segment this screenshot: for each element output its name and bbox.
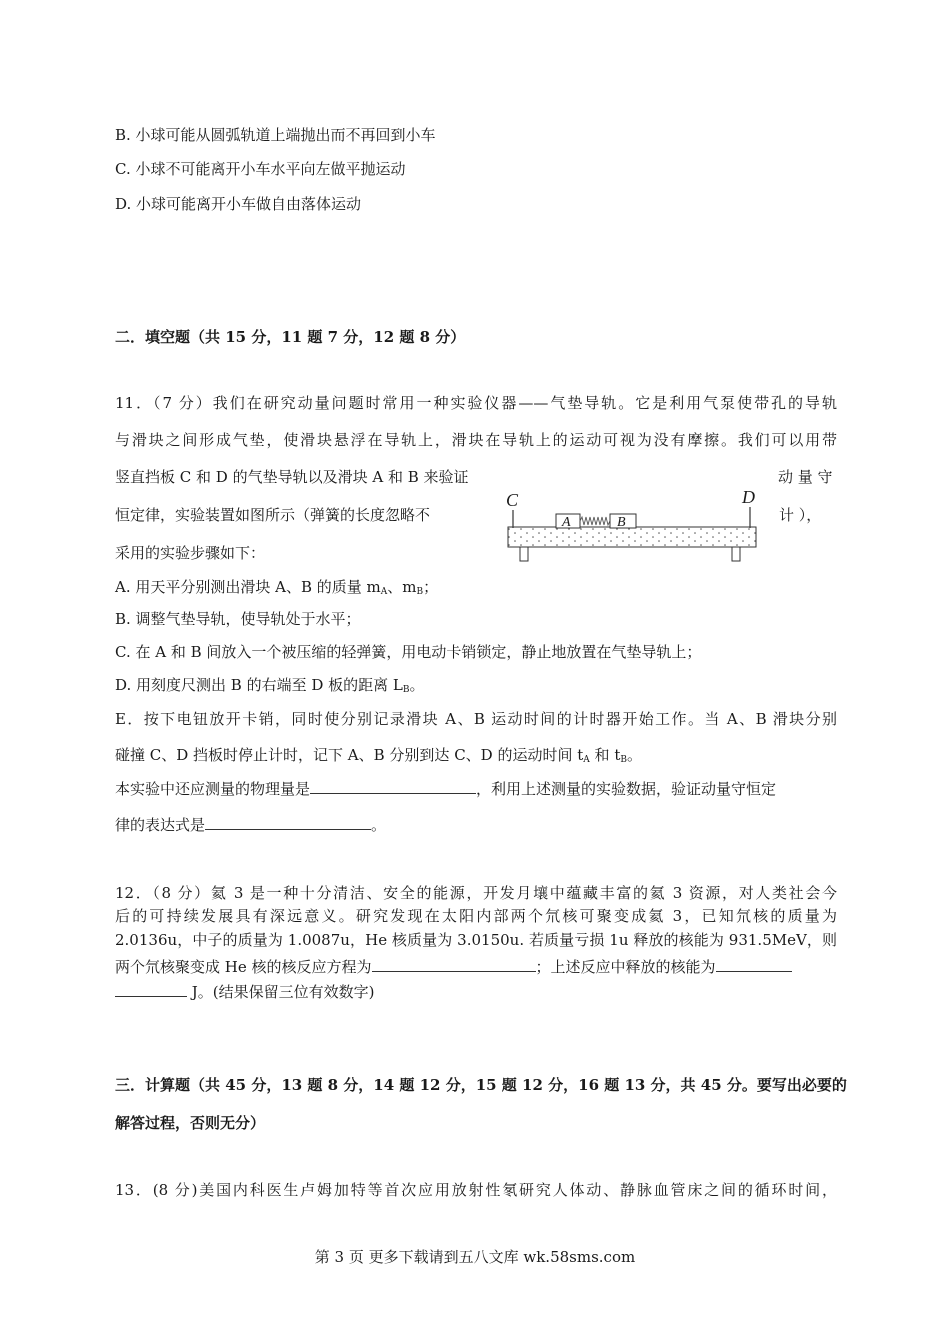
q11-line-2: 与滑块之间形成气垫，使滑块悬浮在导轨上，滑块在导轨上的运动可视为没有摩擦。我们可以用带 xyxy=(115,431,837,449)
q12-line-4: 两个氘核聚变成 He 核的核反应方程为 ；上述反应中释放的核能为 xyxy=(115,956,792,977)
option-b: B. 小球可能从圆弧轨道上端抛出而不再回到小车 xyxy=(115,126,436,144)
q11-step-a: A. 用天平分别测出滑块 A、B 的质量 $m_A$、$m_B$； xyxy=(115,578,439,597)
q12-line-1: 12．（8 分）氦 3 是一种十分清洁、安全的能源，开发月壤中蕴藏丰富的氦 3 资源，对人类社会今 xyxy=(115,884,837,902)
track-leg-left xyxy=(520,547,528,561)
plate-c-label: C xyxy=(506,490,519,510)
q11-line-4a: 恒定律，实验装置如图所示（弹簧的长度忽略不 xyxy=(115,506,431,524)
q13-line-1: 13．(8 分)美国内科医生卢姆加特等首次应用放射性氡研究人体动、静脉血管床之间的循环时间， xyxy=(115,1181,837,1199)
q11-line-4b: 计 ）， xyxy=(779,506,822,524)
section-3-title-line-2: 解答过程，否则无分） xyxy=(115,1114,266,1132)
q12-line-2: 后的可持续发展具有深远意义。研究发现在太阳内部两个氘核可聚变成氦 3，已知氘核的质量为 xyxy=(115,907,837,925)
answer-blank-3[interactable] xyxy=(372,956,536,972)
option-c: C. 小球不可能离开小车水平向左做平抛运动 xyxy=(115,160,406,178)
slider-a-label: A xyxy=(562,515,571,530)
q11-line-5: 采用的实验步骤如下： xyxy=(115,544,266,562)
slider-b-label: B xyxy=(617,515,626,530)
page-footer: 第 3 页 更多下载请到五八文库 wk.58sms.com xyxy=(314,1248,636,1266)
plate-d-label: D xyxy=(742,487,755,507)
answer-blank-2[interactable] xyxy=(205,814,371,830)
q11-step-c: C. 在 A 和 B 间放入一个被压缩的轻弹簧，用电动卡销锁定，静止地放置在气垫导轨上； xyxy=(115,643,702,661)
q12-line-5: J。(结果保留三位有效数字) xyxy=(115,981,375,1002)
track-leg-right xyxy=(732,547,740,561)
section-3-title-line-1: 三．计算题（共 45 分，13 题 8 分，14 题 12 分，15 题 12 分，16 题 13 分，共 45 分。要写出必要的 xyxy=(115,1076,847,1094)
answer-blank-1[interactable] xyxy=(310,778,476,794)
air-track-figure xyxy=(500,482,770,572)
answer-blank-4a[interactable] xyxy=(716,956,792,972)
q11-line-3b: 动 量 守 xyxy=(778,468,833,486)
q12-line-3: 2.0136u，中子的质量为 1.0087u，He 核质量为 3.0150u. 若质量亏损 1u 释放的核能为 931.5MeV，则 xyxy=(115,931,837,949)
section-2-title: 二．填空题（共 15 分，11 题 7 分，12 题 8 分） xyxy=(115,328,466,346)
q11-step-e-line-2: 碰撞 C、D 挡板时停止计时，记下 A、B 分别到达 C、D 的运动时间 $t_A$ 和 $t_B$。 xyxy=(115,746,642,765)
q11-ask-1: 本实验中还应测量的物理量是 ，利用上述测量的实验数据，验证动量守恒定 xyxy=(115,780,777,798)
q11-line-3a: 竖直挡板 C 和 D 的气垫导轨以及滑块 A 和 B 来验证 xyxy=(115,468,469,486)
q11-step-d: D. 用刻度尺测出 B 的右端至 D 板的距离 $L_B$。 xyxy=(115,676,425,695)
q11-line-1: 11．（7 分）我们在研究动量问题时常用一种实验仪器——气垫导轨。它是利用气泵使带孔的导轨 xyxy=(115,394,837,412)
q11-step-e-line-1: E．按下电钮放开卡销，同时使分别记录滑块 A、B 运动时间的计时器开始工作。当 A、B 滑块分别 xyxy=(115,710,837,728)
spring xyxy=(580,517,610,525)
option-d: D. 小球可能离开小车做自由落体运动 xyxy=(115,195,362,213)
answer-blank-4b[interactable] xyxy=(115,981,187,997)
q11-step-b: B. 调整气垫导轨，使导轨处于水平； xyxy=(115,610,361,628)
q11-ask-2: 律的表达式是 。 xyxy=(115,816,387,834)
air-track-rail xyxy=(508,527,756,547)
